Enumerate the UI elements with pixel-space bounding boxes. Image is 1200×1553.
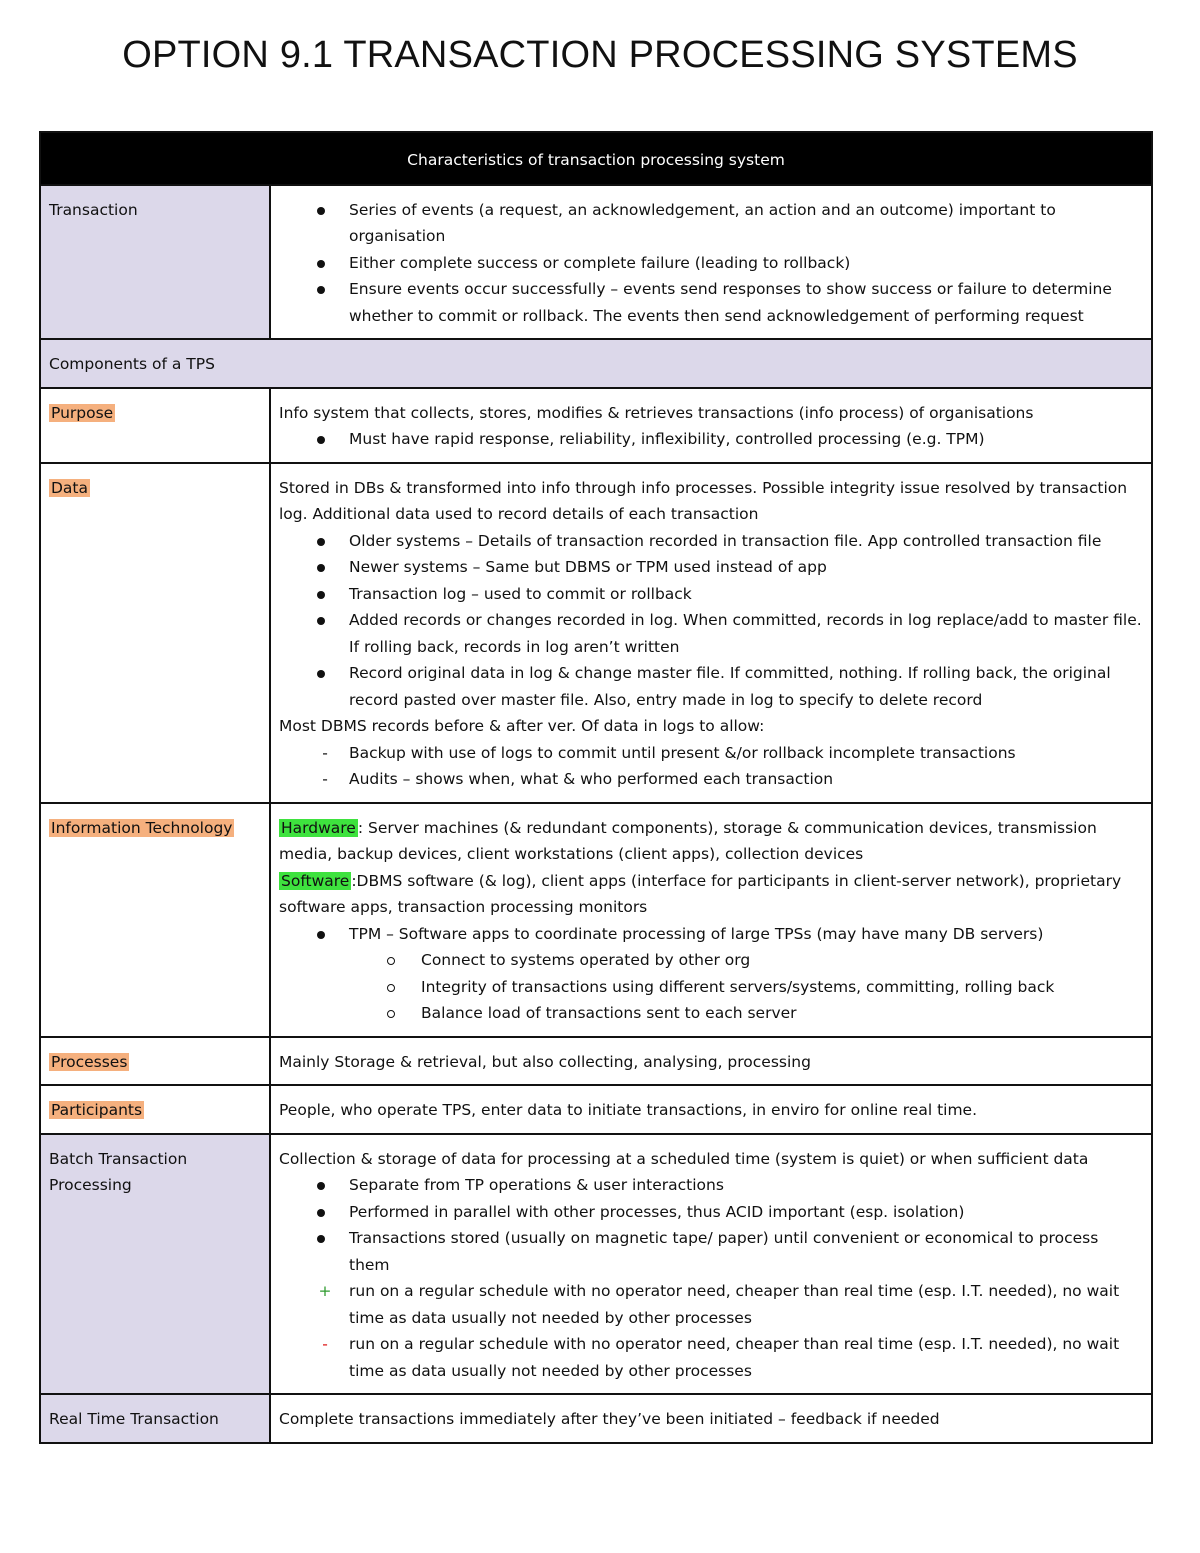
circle-bullet-icon bbox=[387, 957, 395, 965]
bullet-icon bbox=[317, 670, 325, 678]
table-row-components bbox=[40, 339, 1152, 388]
row-label-data bbox=[40, 463, 270, 803]
list-item: Added records or changes recorded in log. When committed, records in log replace/add to master file. If rolling back, records in log aren’t written bbox=[279, 607, 1143, 660]
software-paragraph bbox=[279, 868, 1143, 921]
header-row bbox=[40, 132, 1152, 185]
label-text: Data bbox=[51, 478, 89, 497]
row-content-purpose bbox=[270, 388, 1152, 463]
row-label-transaction bbox=[40, 185, 270, 340]
bullet-list bbox=[279, 426, 1143, 453]
row-content-processes: Mainly Storage & retrieval, but also collecting, analysing, processing bbox=[270, 1037, 1152, 1086]
list-item: Record original data in log & change master file. If committed, nothing. If rolling back, the original record pasted over master file. Also, entry made in log to specify to delete record bbox=[279, 660, 1143, 713]
list-item: Must have rapid response, reliability, inflexibility, controlled processing (e.g. TPM) bbox=[279, 426, 1143, 453]
list-item: - run on a regular schedule with no operator need, cheaper than real time (esp. I.T. needed), no wait time as data usually not needed by other processes bbox=[279, 1331, 1143, 1384]
bullet-icon bbox=[317, 1182, 325, 1190]
label-text: Transaction bbox=[49, 200, 138, 219]
list-item: Older systems – Details of transaction recorded in transaction file. App controlled transaction file bbox=[279, 528, 1143, 555]
table-header: Characteristics of transaction processing system bbox=[40, 132, 1152, 185]
intro-text: Stored in DBs & transformed into info through info processes. Possible integrity issue resolved by transaction log. Additional data used to record details of each transaction bbox=[279, 478, 1128, 523]
bullet-icon bbox=[317, 286, 325, 294]
list-item: - Audits – shows when, what & who performed each transaction bbox=[279, 766, 1143, 793]
bullet-icon bbox=[317, 1209, 325, 1217]
row-label-batch bbox=[40, 1134, 270, 1395]
circle-bullet-icon bbox=[387, 1010, 395, 1018]
list-item: Separate from TP operations & user interactions bbox=[279, 1172, 1143, 1199]
row-label-purpose bbox=[40, 388, 270, 463]
list-item: Balance load of transactions sent to each server bbox=[279, 1000, 1143, 1027]
bullet-list bbox=[279, 528, 1143, 714]
row-label-it bbox=[40, 803, 270, 1037]
section-heading: Components of a TPS bbox=[40, 339, 1152, 388]
table-row-data bbox=[40, 463, 1152, 803]
hardware-text: : Server machines (& redundant components), storage & communication devices, transmission media, backup devices, client workstations (client apps), collection devices bbox=[279, 818, 1097, 863]
bullet-icon bbox=[317, 931, 325, 939]
circle-bullet-icon bbox=[387, 984, 395, 992]
row-content-it bbox=[270, 803, 1152, 1037]
table-row-it bbox=[40, 803, 1152, 1037]
software-text: :DBMS software (& log), client apps (interface for participants in client-server network), proprietary software apps, transaction processing monitors bbox=[279, 871, 1122, 916]
list-item: Transactions stored (usually on magnetic tape/ paper) until convenient or economical to process them bbox=[279, 1225, 1143, 1278]
bullet-icon bbox=[317, 260, 325, 268]
table-row-realtime bbox=[40, 1394, 1152, 1443]
row-label-processes bbox=[40, 1037, 270, 1086]
table-row-participants bbox=[40, 1085, 1152, 1134]
table-row-batch bbox=[40, 1134, 1152, 1395]
bullet-icon bbox=[317, 1235, 325, 1243]
table-row-purpose bbox=[40, 388, 1152, 463]
list-item: + run on a regular schedule with no operator need, cheaper than real time (esp. I.T. needed), no wait time as data usually not needed by other processes bbox=[279, 1278, 1143, 1331]
row-content-participants: People, who operate TPS, enter data to initiate transactions, in enviro for online real time. bbox=[270, 1085, 1152, 1134]
bullet-icon bbox=[317, 436, 325, 444]
table-row-transaction bbox=[40, 185, 1152, 340]
bullet-list bbox=[279, 1172, 1143, 1384]
row-content-transaction bbox=[270, 185, 1152, 340]
software-label: Software bbox=[281, 871, 350, 890]
list-item: Either complete success or complete failure (leading to rollback) bbox=[279, 250, 1143, 277]
list-item: Newer systems – Same but DBMS or TPM used instead of app bbox=[279, 554, 1143, 581]
hardware-paragraph bbox=[279, 815, 1143, 868]
list-item: Ensure events occur successfully – events send responses to show success or failure to determine whether to commit or rollback. The events then send acknowledgement of performing request bbox=[279, 276, 1143, 329]
row-content-data bbox=[270, 463, 1152, 803]
label-text: Information Technology bbox=[51, 818, 233, 837]
bullet-icon bbox=[317, 591, 325, 599]
page-title: OPTION 9.1 TRANSACTION PROCESSING SYSTEMS bbox=[122, 34, 1078, 76]
list-item: Connect to systems operated by other org bbox=[279, 947, 1143, 974]
row-label-participants bbox=[40, 1085, 270, 1134]
label-text: Purpose bbox=[51, 403, 114, 422]
list-item: - Backup with use of logs to commit until present &/or rollback incomplete transactions bbox=[279, 740, 1143, 767]
list-item: Performed in parallel with other processes, thus ACID important (esp. isolation) bbox=[279, 1199, 1143, 1226]
label-text: Participants bbox=[51, 1101, 143, 1119]
bullet-list bbox=[279, 921, 1143, 948]
bullet-icon bbox=[317, 564, 325, 572]
sub-list bbox=[279, 947, 1143, 1027]
row-label-realtime bbox=[40, 1394, 270, 1443]
list-item: Series of events (a request, an acknowledgement, an action and an outcome) important to organisation bbox=[279, 197, 1143, 250]
dash-list bbox=[279, 740, 1143, 793]
after-text: Most DBMS records before & after ver. Of data in logs to allow: bbox=[279, 717, 765, 735]
label-text: Processes bbox=[51, 1052, 128, 1071]
label-text: Real Time Transaction bbox=[49, 1410, 219, 1428]
table-row-processes bbox=[40, 1037, 1152, 1086]
plus-icon: + bbox=[318, 1282, 332, 1300]
intro-text: Info system that collects, stores, modifies & retrieves transactions (info process) of organisations bbox=[279, 403, 1034, 422]
row-content-realtime: Complete transactions immediately after they’ve been initiated – feedback if needed bbox=[270, 1394, 1152, 1443]
list-item: Transaction log – used to commit or rollback bbox=[279, 581, 1143, 608]
dash-icon: - bbox=[322, 770, 328, 788]
tps-table bbox=[39, 131, 1153, 1444]
dash-icon: - bbox=[322, 743, 328, 762]
list-item: Integrity of transactions using different servers/systems, committing, rolling back bbox=[279, 974, 1143, 1001]
hardware-label: Hardware bbox=[281, 818, 356, 837]
intro-text: Collection & storage of data for processing at a scheduled time (system is quiet) or when sufficient data bbox=[279, 1149, 1089, 1168]
list-item: TPM – Software apps to coordinate processing of large TPSs (may have many DB servers) bbox=[279, 921, 1143, 948]
bullet-list bbox=[279, 197, 1143, 330]
bullet-icon bbox=[317, 207, 325, 215]
row-content-batch bbox=[270, 1134, 1152, 1395]
bullet-icon bbox=[317, 617, 325, 625]
minus-icon: - bbox=[322, 1335, 328, 1353]
bullet-icon bbox=[317, 538, 325, 546]
label-text: Batch Transaction Processing bbox=[49, 1149, 188, 1194]
